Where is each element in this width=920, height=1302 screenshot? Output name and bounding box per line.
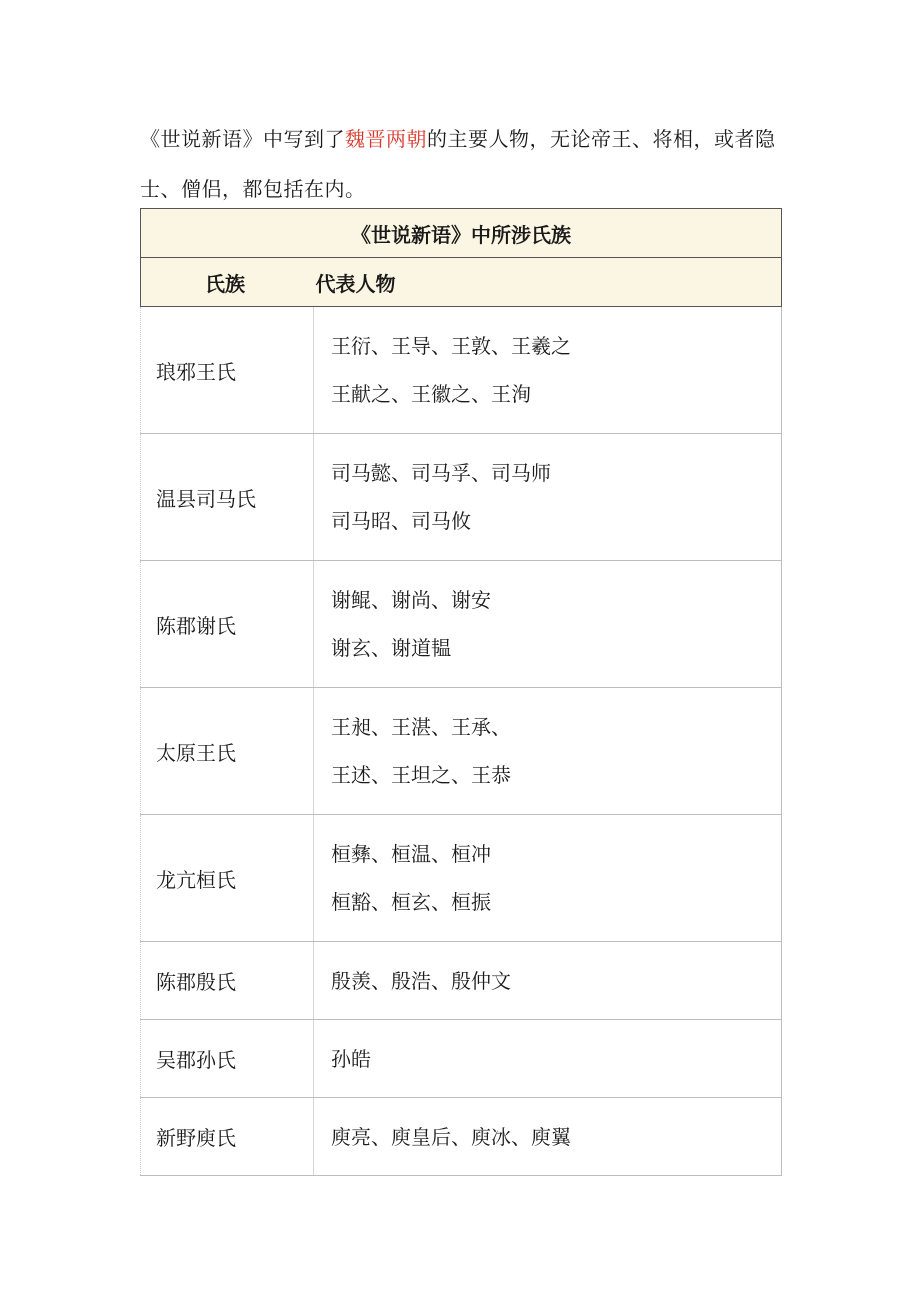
clan-cell: 龙亢桓氏 bbox=[141, 815, 314, 942]
people-line: 谢鲲、谢尚、谢安 bbox=[331, 588, 491, 612]
clan-cell: 新野庾氏 bbox=[141, 1098, 314, 1176]
clan-cell: 琅邪王氏 bbox=[141, 307, 314, 434]
table-title-row bbox=[141, 209, 782, 258]
people-cell bbox=[314, 307, 782, 434]
people-cell bbox=[314, 1098, 782, 1176]
table-row bbox=[141, 561, 782, 688]
people-line: 王昶、王湛、王承、 bbox=[331, 715, 511, 739]
people-line: 桓彝、桓温、桓冲 bbox=[331, 842, 491, 866]
people-cell bbox=[314, 942, 782, 1020]
people-cell bbox=[314, 815, 782, 942]
table-row bbox=[141, 815, 782, 942]
clan-cell: 太原王氏 bbox=[141, 688, 314, 815]
header-people: 代表人物 bbox=[314, 258, 782, 307]
people-line: 庾亮、庾皇后、庾冰、庾翼 bbox=[331, 1124, 571, 1149]
table-header-row bbox=[141, 258, 782, 307]
table-row bbox=[141, 688, 782, 815]
intro-highlight-link[interactable]: 魏晋两朝 bbox=[345, 127, 427, 151]
clan-cell: 吴郡孙氏 bbox=[141, 1020, 314, 1098]
table-row bbox=[141, 307, 782, 434]
people-line: 王衍、王导、王敦、王羲之 bbox=[331, 334, 571, 358]
people-cell bbox=[314, 688, 782, 815]
people-line: 司马昭、司马攸 bbox=[331, 509, 471, 533]
people-line: 王述、王坦之、王恭 bbox=[331, 763, 511, 787]
table-row bbox=[141, 1020, 782, 1098]
intro-paragraph bbox=[140, 114, 790, 214]
people-cell bbox=[314, 434, 782, 561]
people-line: 谢玄、谢道韫 bbox=[331, 636, 451, 660]
people-line: 殷羡、殷浩、殷仲文 bbox=[331, 968, 511, 993]
table-row bbox=[141, 1098, 782, 1176]
people-line: 孙皓 bbox=[331, 1046, 371, 1071]
people-cell bbox=[314, 1020, 782, 1098]
table-row bbox=[141, 942, 782, 1020]
people-line: 王献之、王徽之、王洵 bbox=[331, 382, 531, 406]
intro-text-after: 的主要人物，无论帝王、将相，或者隐士、僧侣，都包括在内。 bbox=[140, 127, 776, 201]
table-title: 《世说新语》中所涉氏族 bbox=[141, 209, 782, 258]
header-clan: 氏族 bbox=[141, 258, 314, 307]
people-line: 桓豁、桓玄、桓振 bbox=[331, 890, 491, 914]
clan-cell: 陈郡谢氏 bbox=[141, 561, 314, 688]
people-cell bbox=[314, 561, 782, 688]
clan-cell: 温县司马氏 bbox=[141, 434, 314, 561]
clan-cell: 陈郡殷氏 bbox=[141, 942, 314, 1020]
table-row bbox=[141, 434, 782, 561]
intro-text-before: 《世说新语》中写到了 bbox=[140, 127, 345, 151]
clans-table bbox=[140, 208, 782, 1176]
people-line: 司马懿、司马孚、司马师 bbox=[331, 461, 551, 485]
